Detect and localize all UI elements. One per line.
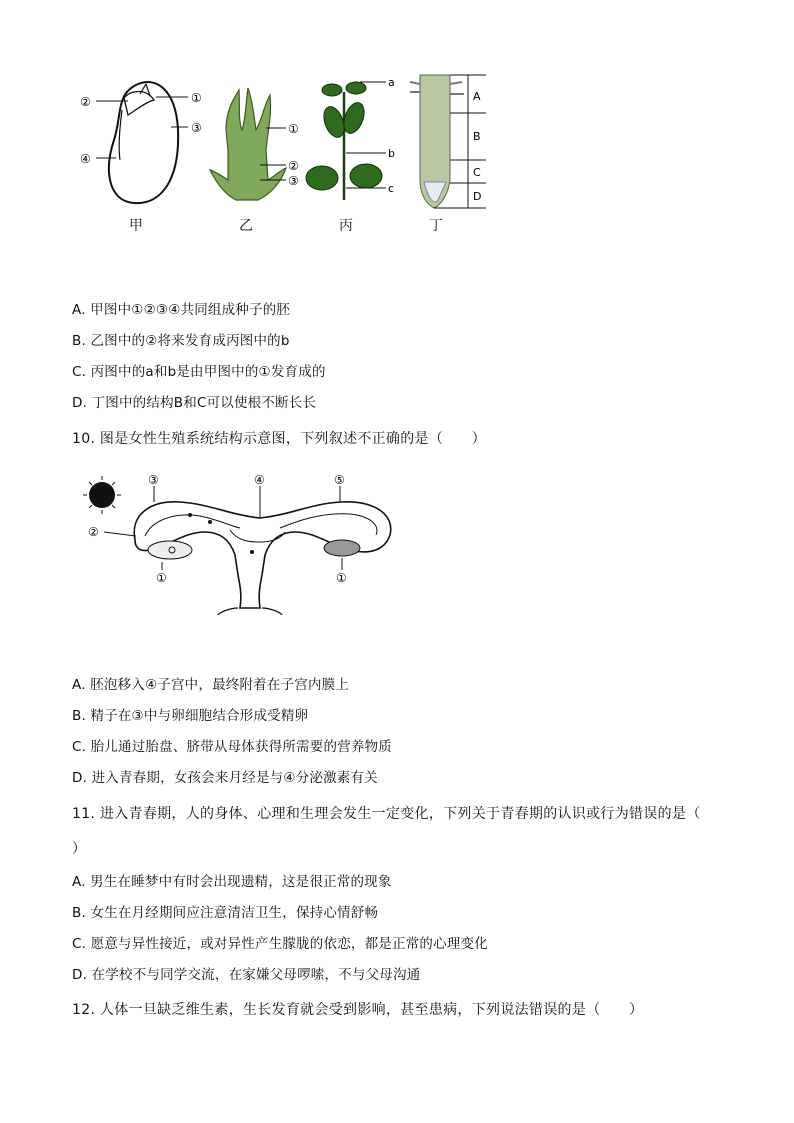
embryo-label-3: ③ <box>288 174 299 188</box>
plant-figures <box>76 70 496 235</box>
reproductive-system-diagram <box>80 470 410 615</box>
plant-label-c: c <box>388 182 395 195</box>
caption-jia: 甲 <box>129 218 143 234</box>
seed-diagram <box>80 82 202 203</box>
q11-stem-line2: ） <box>72 841 87 857</box>
root-label-C: C <box>473 166 481 179</box>
embryo-label-1: ① <box>288 122 299 136</box>
q9-option-a: A. 甲图中①②③④共同组成种子的胚 <box>72 302 291 318</box>
root-label-D: D <box>473 190 482 203</box>
q11-option-a: A. 男生在睡梦中有时会出现遗精，这是很正常的现象 <box>72 874 392 890</box>
caption-bing: 丙 <box>339 218 353 234</box>
repro-label-2: ② <box>88 525 99 539</box>
q11-option-c: C. 愿意与异性接近，或对异性产生朦胧的依恋，都是正常的心理变化 <box>72 936 488 952</box>
seedling-diagram <box>306 76 395 200</box>
repro-label-4: ④ <box>254 473 265 487</box>
q11-stem-line1: 11. 进入青春期，人的身体、心理和生理会发生一定变化，下列关于青春期的认识或行为错误的是（ <box>72 806 701 822</box>
root-label-B: B <box>473 130 481 143</box>
caption-ding: 丁 <box>429 218 443 234</box>
root-tip-diagram <box>410 75 486 208</box>
q10-stem: 10. 图是女性生殖系统结构示意图，下列叙述不正确的是（ ） <box>72 431 487 447</box>
q10-option-a: A. 胚泡移入④子宫中，最终附着在子宫内膜上 <box>72 677 350 693</box>
seed-label-2: ② <box>80 95 91 109</box>
repro-label-5: ⑤ <box>334 473 345 487</box>
repro-label-1-right: ① <box>336 571 347 585</box>
plant-label-a: a <box>388 76 395 89</box>
repro-label-3: ③ <box>148 473 159 487</box>
q9-option-c: C. 丙图中的a和b是由甲图中的①发育成的 <box>72 364 326 380</box>
q10-option-b: B. 精子在③中与卵细胞结合形成受精卵 <box>72 708 309 724</box>
q11-option-b: B. 女生在月经期间应注意清洁卫生，保持心情舒畅 <box>72 905 379 921</box>
q10-option-c: C. 胎儿通过胎盘、脐带从母体获得所需要的营养物质 <box>72 739 393 755</box>
seed-label-4: ④ <box>80 152 91 166</box>
root-label-A: A <box>473 90 481 103</box>
q11-option-d: D. 在学校不与同学交流，在家嫌父母啰嗦，不与父母沟通 <box>72 967 421 983</box>
seed-label-3: ③ <box>191 121 202 135</box>
embryo-diagram <box>210 88 299 200</box>
seed-label-1: ① <box>191 91 202 105</box>
reproductive-system-figure <box>80 470 410 615</box>
caption-yi: 乙 <box>239 218 253 234</box>
q9-option-d: D. 丁图中的结构B和C可以使根不断长长 <box>72 395 317 411</box>
q10-option-d: D. 进入青春期，女孩会来月经是与④分泌激素有关 <box>72 770 378 786</box>
q9-option-b: B. 乙图中的②将来发育成丙图中的b <box>72 333 290 349</box>
plant-label-b: b <box>388 147 395 160</box>
embryo-label-2: ② <box>288 159 299 173</box>
plant-diagrams <box>76 70 496 215</box>
q12-stem: 12. 人体一旦缺乏维生素，生长发育就会受到影响，甚至患病，下列说法错误的是（ ） <box>72 1002 644 1018</box>
repro-label-1-left: ① <box>156 571 167 585</box>
